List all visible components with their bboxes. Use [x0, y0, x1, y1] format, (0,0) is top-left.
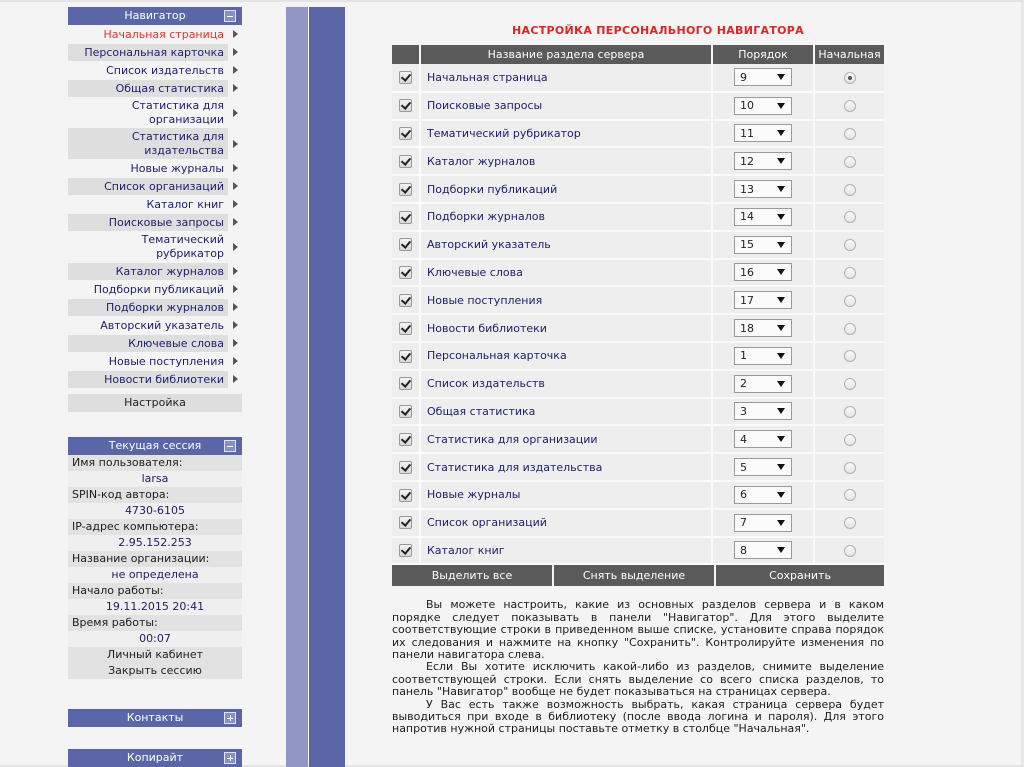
order-cell [712, 203, 814, 231]
order-cell [712, 175, 814, 203]
start-label: Начало работы: [68, 583, 242, 599]
row-check-cell [392, 286, 420, 314]
page-title: НАСТРОЙКА ПЕРСОНАЛЬНОГО НАВИГАТОРА [512, 24, 804, 37]
row-check-cell [392, 453, 420, 481]
row-checkbox[interactable] [399, 266, 412, 279]
order-select[interactable] [734, 236, 792, 254]
order-cell [712, 286, 814, 314]
row-checkbox[interactable] [399, 516, 412, 529]
row-check-cell [392, 120, 420, 148]
sidebar-nav-item[interactable] [68, 97, 242, 128]
order-cell [712, 314, 814, 342]
dropdown-arrow-icon [777, 547, 785, 553]
start-page-radio[interactable] [844, 239, 856, 251]
arrow-right-icon[interactable] [233, 164, 238, 172]
dropdown-arrow-icon [777, 158, 785, 164]
order-select[interactable] [734, 68, 792, 86]
start-cell [814, 537, 884, 565]
sidebar-nav-label[interactable]: Тематический рубрикатор [141, 233, 224, 260]
help-paragraph: Если Вы хотите исключить какой-либо из разделов, снимите выделение соответствующей строки. Если снять выделение со всего списка разделов, то панель "Навигатор" вообще не будет показываться на страницах сервера. [392, 660, 884, 699]
arrow-right-icon[interactable] [233, 375, 238, 383]
start-page-radio[interactable] [844, 100, 856, 112]
sidebar-nav-item[interactable] [68, 213, 242, 231]
table-row [392, 231, 884, 259]
sidebar-nav-item[interactable] [68, 177, 242, 195]
dropdown-arrow-icon [777, 74, 785, 80]
start-cell [814, 481, 884, 509]
sidebar-nav-label[interactable]: Каталог книг [146, 197, 224, 211]
row-check-cell [392, 92, 420, 120]
row-check-cell [392, 314, 420, 342]
collapse-icon[interactable] [224, 10, 236, 22]
order-value: 14 [740, 210, 754, 224]
order-value: 16 [740, 265, 754, 279]
order-select[interactable] [734, 263, 792, 281]
order-value: 12 [740, 154, 754, 168]
sidebar-nav-item[interactable] [68, 334, 242, 352]
section-name: Список издательств [420, 370, 712, 398]
sidebar-nav-label[interactable]: Каталог журналов [68, 263, 228, 280]
row-check-cell [392, 481, 420, 509]
sidebar-nav-label[interactable]: Общая статистика [68, 80, 228, 97]
order-cell [712, 398, 814, 426]
section-name: Ключевые слова [420, 259, 712, 287]
order-value: 18 [740, 321, 754, 335]
start-page-radio[interactable] [844, 323, 856, 335]
order-select[interactable] [734, 180, 792, 198]
order-select[interactable] [734, 430, 792, 448]
sidebar-nav-item[interactable] [68, 43, 242, 61]
sidebar-nav-label[interactable]: Авторский указатель [100, 318, 224, 332]
row-checkbox[interactable] [399, 544, 412, 557]
arrow-right-icon[interactable] [233, 339, 238, 347]
table-row [392, 370, 884, 398]
order-cell [712, 231, 814, 259]
section-name: Список организаций [420, 509, 712, 537]
table-row [392, 120, 884, 148]
section-name: Каталог книг [420, 537, 712, 565]
order-value: 10 [740, 99, 754, 113]
order-cell [712, 370, 814, 398]
order-select[interactable] [734, 152, 792, 170]
spin-label: SPIN-код автора: [68, 487, 242, 503]
sidebar-nav-item[interactable] [68, 128, 242, 159]
navigator-list [68, 25, 242, 388]
arrow-right-icon[interactable] [233, 66, 238, 74]
order-select[interactable] [734, 208, 792, 226]
start-cell [814, 203, 884, 231]
order-value: 17 [740, 293, 754, 307]
table-row [392, 259, 884, 287]
sidebar-nav-item[interactable] [68, 262, 242, 280]
start-page-radio[interactable] [844, 545, 856, 557]
sidebar-nav-label[interactable]: Статистика для издательства [68, 128, 228, 159]
start-cell [814, 342, 884, 370]
row-checkbox[interactable] [399, 461, 412, 474]
table-row [392, 175, 884, 203]
dropdown-arrow-icon [777, 381, 785, 387]
start-value: 19.11.2015 20:41 [68, 599, 242, 615]
order-cell [712, 64, 814, 92]
sidebar-nav-item[interactable] [68, 316, 242, 334]
start-page-radio[interactable] [844, 211, 856, 223]
main-content [392, 22, 884, 736]
navigator-settings-link[interactable]: Настройка [68, 394, 242, 412]
table-row [392, 481, 884, 509]
table-row [392, 286, 884, 314]
arrow-right-icon[interactable] [233, 303, 238, 311]
copyright-header[interactable] [68, 749, 242, 767]
section-name: Статистика для организации [420, 425, 712, 453]
sidebar-nav-item[interactable] [68, 370, 242, 388]
order-select[interactable] [734, 375, 792, 393]
row-check-cell [392, 175, 420, 203]
sections-table [392, 45, 884, 565]
dropdown-arrow-icon [777, 186, 785, 192]
row-checkbox[interactable] [399, 71, 412, 84]
start-cell [814, 370, 884, 398]
order-value: 6 [740, 488, 747, 502]
order-select[interactable] [734, 319, 792, 337]
collapse-icon[interactable] [224, 440, 236, 452]
table-row [392, 147, 884, 175]
order-value: 2 [740, 377, 747, 391]
start-page-radio[interactable] [844, 489, 856, 501]
row-check-cell [392, 537, 420, 565]
table-row [392, 453, 884, 481]
arrow-right-icon[interactable] [233, 109, 238, 117]
row-check-cell [392, 370, 420, 398]
arrow-right-icon[interactable] [233, 182, 238, 190]
session-header [68, 437, 242, 455]
sidebar [68, 7, 242, 767]
section-name: Новые журналы [420, 481, 712, 509]
contacts-title: Контакты [126, 711, 184, 724]
select-all-button[interactable]: Выделить все [392, 565, 554, 586]
dropdown-arrow-icon [777, 353, 785, 359]
order-cell [712, 509, 814, 537]
section-name: Персональная карточка [420, 342, 712, 370]
order-select[interactable] [734, 291, 792, 309]
row-check-cell [392, 64, 420, 92]
sidebar-nav-item[interactable] [68, 298, 242, 316]
order-select[interactable] [734, 97, 792, 115]
arrow-right-icon[interactable] [233, 357, 238, 365]
dropdown-arrow-icon [777, 242, 785, 248]
row-check-cell [392, 231, 420, 259]
row-check-cell [392, 509, 420, 537]
order-value: 13 [740, 182, 754, 196]
table-row [392, 314, 884, 342]
ip-label: IP-адрес компьютера: [68, 519, 242, 535]
order-select[interactable] [734, 541, 792, 559]
sidebar-nav-label[interactable]: Список организаций [68, 178, 228, 195]
order-select[interactable] [734, 124, 792, 142]
row-check-cell [392, 398, 420, 426]
arrow-right-icon[interactable] [233, 200, 238, 208]
start-page-radio[interactable] [844, 462, 856, 474]
row-check-cell [392, 425, 420, 453]
decorative-bar-dark [309, 7, 345, 767]
start-cell [814, 453, 884, 481]
sidebar-nav-item[interactable] [68, 25, 242, 43]
start-cell [814, 259, 884, 287]
start-page-radio[interactable] [844, 406, 856, 418]
username-value: larsa [68, 471, 242, 487]
order-cell [712, 120, 814, 148]
session-panel [68, 437, 242, 679]
start-page-radio[interactable] [844, 295, 856, 307]
org-value: не определена [68, 567, 242, 583]
section-name: Общая статистика [420, 398, 712, 426]
start-cell [814, 231, 884, 259]
arrow-right-icon[interactable] [233, 218, 238, 226]
column-header-start: Начальная [814, 45, 884, 64]
order-cell [712, 92, 814, 120]
order-select[interactable] [734, 486, 792, 504]
dropdown-arrow-icon [777, 214, 785, 220]
row-checkbox[interactable] [399, 433, 412, 446]
start-cell [814, 175, 884, 203]
section-name: Новые поступления [420, 286, 712, 314]
start-page-radio[interactable] [844, 72, 856, 84]
row-checkbox[interactable] [399, 377, 412, 390]
start-page-radio[interactable] [844, 128, 856, 140]
start-page-radio[interactable] [844, 156, 856, 168]
order-value: 15 [740, 238, 754, 252]
arrow-right-icon[interactable] [233, 321, 238, 329]
row-checkbox[interactable] [399, 155, 412, 168]
arrow-right-icon[interactable] [233, 84, 238, 92]
sidebar-nav-label[interactable]: Список издательств [106, 63, 224, 77]
dropdown-arrow-icon [777, 297, 785, 303]
session-title: Текущая сессия [108, 439, 202, 452]
start-page-radio[interactable] [844, 517, 856, 529]
start-cell [814, 286, 884, 314]
table-row [392, 509, 884, 537]
sidebar-nav-item[interactable] [68, 79, 242, 97]
sidebar-nav-label[interactable]: Ключевые слова [68, 335, 228, 352]
order-select[interactable] [734, 514, 792, 532]
dropdown-arrow-icon [777, 325, 785, 331]
order-cell [712, 481, 814, 509]
sidebar-nav-label[interactable]: Начальная страница [103, 27, 224, 41]
arrow-right-icon[interactable] [233, 267, 238, 275]
help-text [392, 599, 884, 735]
sidebar-nav-item[interactable] [68, 61, 242, 79]
order-cell [712, 147, 814, 175]
arrow-right-icon[interactable] [233, 30, 238, 38]
table-row [392, 64, 884, 92]
order-value: 7 [740, 516, 747, 530]
start-cell [814, 147, 884, 175]
column-header-name: Название раздела сервера [420, 45, 712, 64]
sidebar-nav-label[interactable]: Новые журналы [130, 161, 224, 175]
row-checkbox[interactable] [399, 183, 412, 196]
order-value: 8 [740, 543, 747, 557]
order-cell [712, 537, 814, 565]
order-select[interactable] [734, 347, 792, 365]
ip-value: 2.95.152.253 [68, 535, 242, 551]
row-checkbox[interactable] [399, 294, 412, 307]
start-cell [814, 314, 884, 342]
row-checkbox[interactable] [399, 99, 412, 112]
order-cell [712, 453, 814, 481]
start-page-radio[interactable] [844, 378, 856, 390]
order-value: 11 [740, 126, 754, 140]
row-checkbox[interactable] [399, 238, 412, 251]
table-actions [392, 565, 884, 586]
dropdown-arrow-icon [777, 408, 785, 414]
section-name: Каталог журналов [420, 147, 712, 175]
start-cell [814, 425, 884, 453]
navigator-title: Навигатор [124, 9, 186, 22]
order-value: 3 [740, 404, 747, 418]
table-row [392, 203, 884, 231]
row-checkbox[interactable] [399, 405, 412, 418]
decorative-bar-light [286, 7, 308, 767]
start-cell [814, 398, 884, 426]
save-button[interactable]: Сохранить [716, 565, 884, 586]
order-cell [712, 342, 814, 370]
order-cell [712, 259, 814, 287]
start-page-radio[interactable] [844, 350, 856, 362]
row-checkbox[interactable] [399, 127, 412, 140]
order-value: 1 [740, 349, 747, 363]
start-cell [814, 120, 884, 148]
sidebar-nav-label[interactable]: Поисковые запросы [68, 214, 228, 231]
table-row [392, 398, 884, 426]
arrow-right-icon[interactable] [233, 48, 238, 56]
section-name: Авторский указатель [420, 231, 712, 259]
arrow-right-icon[interactable] [233, 140, 238, 148]
sidebar-nav-item[interactable] [68, 159, 242, 177]
dropdown-arrow-icon [777, 492, 785, 498]
start-page-radio[interactable] [844, 267, 856, 279]
sidebar-nav-item[interactable] [68, 195, 242, 213]
sidebar-nav-item[interactable] [68, 280, 242, 298]
start-cell [814, 509, 884, 537]
row-check-cell [392, 203, 420, 231]
help-paragraph: Вы можете настроить, какие из основных разделов сервера и в каком порядке следует показывать в панели "Навигатор". Для этого выделите соответствующие строки в приведенном выше списке, установите справа порядок их следования и нажмите на кнопку "Сохранить". Контролируйте изменения по панели навигатора слева. [392, 598, 884, 661]
order-cell [712, 425, 814, 453]
org-label: Название организации: [68, 551, 242, 567]
copyright-title: Копирайт [126, 751, 184, 764]
dropdown-arrow-icon [777, 520, 785, 526]
section-name: Подборки публикаций [420, 175, 712, 203]
dropdown-arrow-icon [777, 464, 785, 470]
start-cell [814, 92, 884, 120]
row-checkbox[interactable] [399, 211, 412, 224]
table-row [392, 425, 884, 453]
close-session-link[interactable]: Закрыть сессию [68, 663, 242, 679]
sidebar-nav-label[interactable]: Новости библиотеки [68, 371, 228, 388]
start-page-radio[interactable] [844, 184, 856, 196]
sidebar-nav-item[interactable] [68, 352, 242, 370]
row-checkbox[interactable] [399, 489, 412, 502]
start-page-radio[interactable] [844, 434, 856, 446]
order-select[interactable] [734, 402, 792, 420]
order-value: 9 [740, 70, 747, 84]
sidebar-nav-label[interactable]: Статистика для организации [131, 99, 224, 126]
sidebar-nav-label[interactable]: Подборки публикаций [93, 282, 224, 296]
sidebar-nav-label[interactable]: Новые поступления [108, 354, 224, 368]
table-row [392, 537, 884, 565]
arrow-right-icon[interactable] [233, 285, 238, 293]
personal-cabinet-link[interactable]: Личный кабинет [68, 647, 242, 663]
table-row [392, 342, 884, 370]
column-header-check [392, 45, 420, 64]
section-name: Начальная страница [420, 64, 712, 92]
dropdown-arrow-icon [777, 436, 785, 442]
start-cell [814, 64, 884, 92]
duration-label: Время работы: [68, 615, 242, 631]
section-name: Статистика для издательства [420, 453, 712, 481]
sidebar-nav-label[interactable]: Персональная карточка [68, 44, 228, 61]
column-header-order: Порядок [712, 45, 814, 64]
arrow-right-icon[interactable] [233, 243, 238, 251]
sidebar-nav-item[interactable] [68, 231, 242, 262]
navigator-panel [68, 7, 242, 412]
copyright-panel [68, 749, 242, 767]
table-row [392, 92, 884, 120]
spin-value: 4730-6105 [68, 503, 242, 519]
section-name: Тематический рубрикатор [420, 120, 712, 148]
row-check-cell [392, 259, 420, 287]
contacts-header[interactable] [68, 709, 242, 727]
row-checkbox[interactable] [399, 350, 412, 363]
sidebar-nav-label[interactable]: Подборки журналов [68, 299, 228, 316]
order-value: 5 [740, 460, 747, 474]
expand-icon[interactable] [224, 752, 236, 764]
row-check-cell [392, 342, 420, 370]
help-paragraph: У Вас есть также возможность выбрать, какая страница сервера будет выводиться при входе в библиотеку (после ввода логина и пароля). Для этого напротив нужной страницы поставьте отметку в столбце "Начальная". [392, 697, 884, 736]
order-select[interactable] [734, 458, 792, 476]
contacts-panel [68, 709, 242, 727]
deselect-button[interactable]: Снять выделение [554, 565, 716, 586]
dropdown-arrow-icon [777, 269, 785, 275]
username-label: Имя пользователя: [68, 455, 242, 471]
expand-icon[interactable] [224, 712, 236, 724]
order-value: 4 [740, 432, 747, 446]
section-name: Поисковые запросы [420, 92, 712, 120]
table-header-row [392, 45, 884, 64]
dropdown-arrow-icon [777, 103, 785, 109]
duration-value: 00:07 [68, 631, 242, 647]
row-checkbox[interactable] [399, 322, 412, 335]
navigator-header [68, 7, 242, 25]
section-name: Подборки журналов [420, 203, 712, 231]
section-name: Новости библиотеки [420, 314, 712, 342]
row-check-cell [392, 147, 420, 175]
dropdown-arrow-icon [777, 130, 785, 136]
